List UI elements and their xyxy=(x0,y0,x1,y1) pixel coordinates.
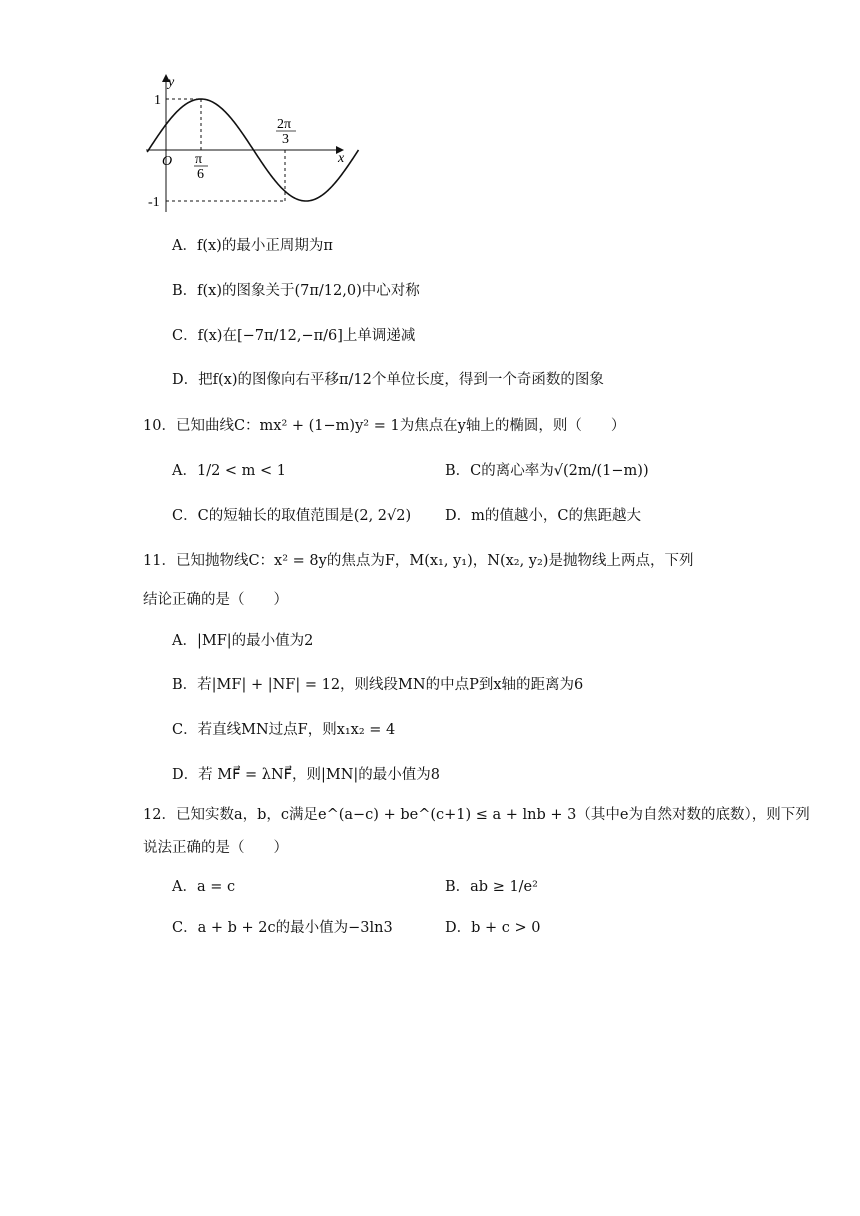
q9-option-a: A．f(x)的最小正周期为π xyxy=(172,238,333,254)
q9-option-d: D．把f(x)的图像向右平移π/12个单位长度，得到一个奇函数的图象 xyxy=(172,372,604,388)
y-tick-top: 1 xyxy=(154,93,161,108)
q11-option-c: C．若直线MN过点F，则x₁x₂ = 4 xyxy=(172,722,396,738)
q12-option-c: C．a + b + 2c的最小值为−3ln3 xyxy=(172,920,393,936)
q9-option-c: C．f(x)在[−7π/12,−π/6]上单调递减 xyxy=(172,328,416,344)
q9-option-b: B．f(x)的图象关于(7π/12,0)中心对称 xyxy=(172,283,420,299)
q10-stem: 10．已知曲线C：mx² + (1−m)y² = 1为焦点在y轴上的椭圆，则（ ） xyxy=(143,418,626,434)
q11-option-a: A．|MF|的最小值为2 xyxy=(172,633,314,649)
y-tick-bottom: -1 xyxy=(148,195,160,210)
sine-graph xyxy=(140,70,360,220)
q10-option-a: A．1/2 < m < 1 xyxy=(172,463,287,479)
x-tick-1-den: 6 xyxy=(197,167,204,182)
q11-option-b: B．若|MF| + |NF| = 12，则线段MN的中点P到x轴的距离为6 xyxy=(172,677,584,693)
q11-option-d: D．若 MF⃗ = λNF⃗，则|MN|的最小值为8 xyxy=(172,767,441,783)
y-axis-label: y xyxy=(168,75,175,90)
q12-option-b: B．ab ≥ 1/e² xyxy=(445,879,538,895)
x-tick-2-den: 3 xyxy=(282,132,289,147)
q10-option-d: D．m的值越小，C的焦距越大 xyxy=(445,508,641,524)
q12-option-a: A．a = c xyxy=(172,879,236,895)
x-tick-2-num: 2π xyxy=(277,117,292,132)
x-axis-label: x xyxy=(338,151,345,166)
q10-option-c: C．C的短轴长的取值范围是(2, 2√2) xyxy=(172,508,412,524)
q12-stem-line2: 说法正确的是（ ） xyxy=(143,840,288,856)
x-tick-1-num: π xyxy=(195,152,203,167)
q12-stem-line1: 12．已知实数a，b，c满足e^(a−c) + be^(c+1) ≤ a + lnb + 3（其中e为自然对数的底数），则下列 xyxy=(143,807,810,823)
q11-stem-line2: 结论正确的是（ ） xyxy=(143,592,288,608)
origin-label: O xyxy=(162,154,173,169)
q10-option-b: B．C的离心率为√(2m/(1−m)) xyxy=(445,463,649,479)
q12-option-d: D．b + c > 0 xyxy=(445,920,541,936)
q11-stem-line1: 11．已知抛物线C：x² = 8y的焦点为F，M(x₁, y₁)，N(x₂, y₂)是抛物线上两点，下列 xyxy=(143,553,694,569)
